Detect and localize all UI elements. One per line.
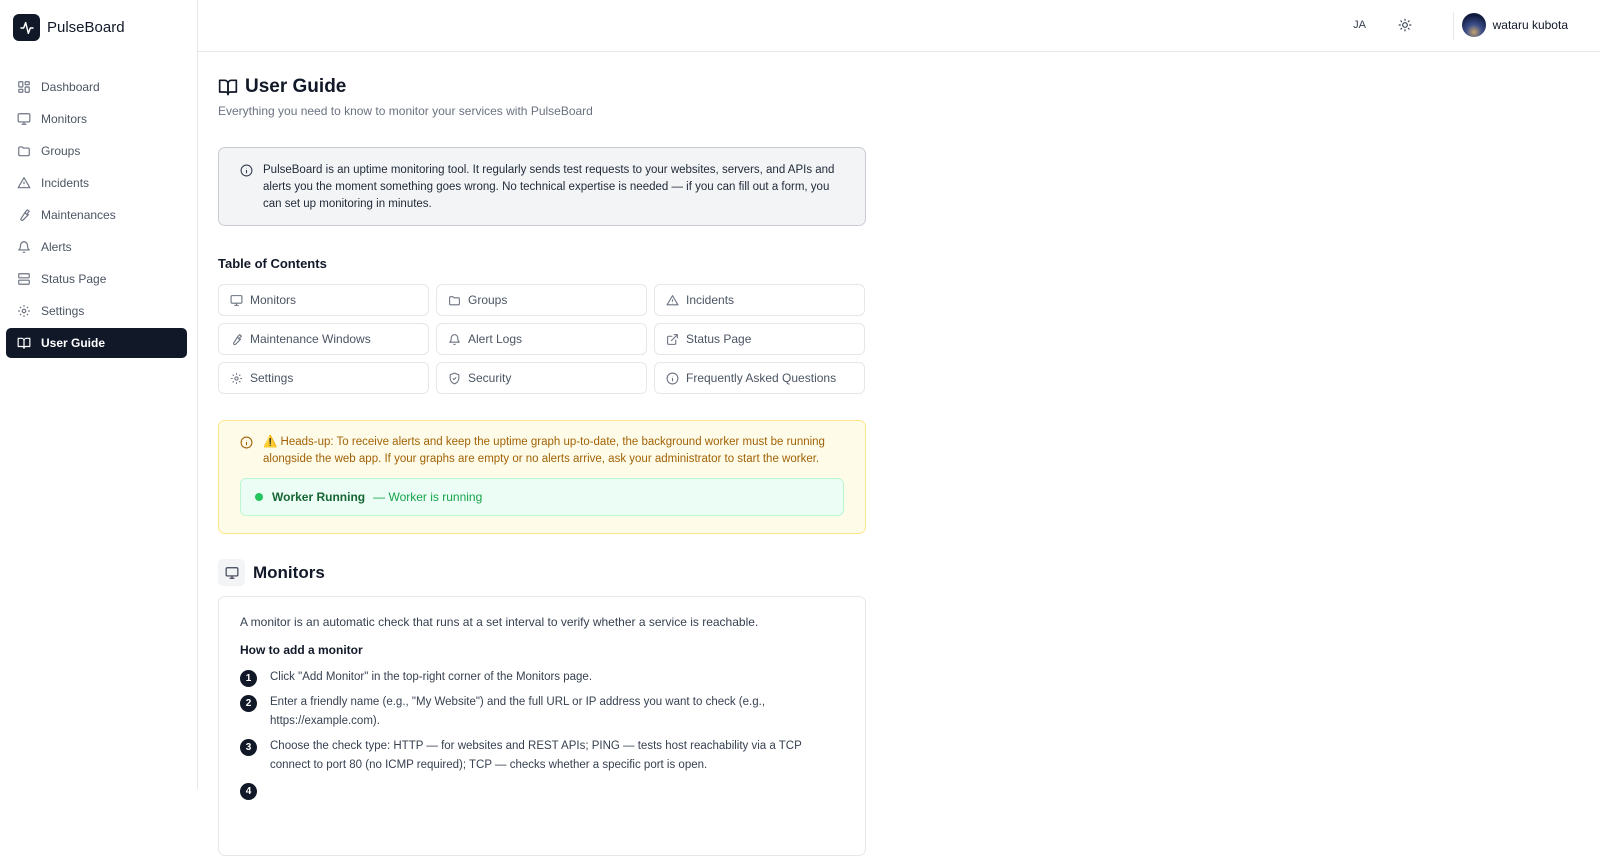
sidebar-item-status-page[interactable] (6, 264, 187, 294)
sidebar-item-label: Incidents (41, 176, 90, 190)
toc-item-label: Groups (468, 293, 508, 307)
step-number: 1 (240, 670, 257, 687)
toc-item-label: Monitors (250, 293, 297, 307)
brand-name: PulseBoard (47, 19, 125, 36)
sidebar-item-label: Maintenances (41, 208, 116, 222)
table-of-contents (218, 284, 866, 394)
gear-icon (17, 304, 31, 318)
worker-status-desc: — Worker is running (373, 489, 483, 504)
toc-item-label: Settings (250, 371, 294, 385)
step-number: 3 (240, 739, 257, 756)
worker-status (240, 478, 844, 516)
page-title: User Guide (245, 76, 347, 97)
sidebar-item-monitors[interactable] (6, 104, 187, 134)
pulse-logo-icon (13, 14, 40, 41)
sidebar-item-label: Dashboard (41, 80, 100, 94)
sidebar-item-label: Settings (41, 304, 85, 318)
sun-icon[interactable] (1398, 18, 1412, 32)
header-divider (1453, 12, 1454, 40)
top-header (198, 0, 1600, 52)
info-icon (240, 436, 253, 449)
section-title: Monitors (253, 562, 325, 582)
bell-icon (17, 240, 31, 254)
toc-item-label: Security (468, 371, 512, 385)
sidebar-item-maintenances[interactable] (6, 200, 187, 230)
sidebar-item-alerts[interactable] (6, 232, 187, 262)
toc-item-settings[interactable] (218, 362, 429, 394)
monitors-section-header (218, 559, 325, 586)
monitor-icon (17, 112, 31, 126)
step-text: Click "Add Monitor" in the top-right corner of the Monitors page. (270, 671, 593, 683)
toc-item-groups[interactable] (436, 284, 647, 316)
sidebar-item-dashboard[interactable] (6, 72, 187, 102)
sidebar-nav (6, 72, 187, 360)
monitor-icon (218, 559, 245, 586)
sidebar-item-label: Alerts (41, 240, 72, 254)
toc-item-faq[interactable] (654, 362, 865, 394)
how-to-title: How to add a monitor (240, 643, 363, 657)
folder-icon (448, 294, 461, 307)
warning-triangle-icon (17, 176, 31, 190)
status-page-icon (17, 272, 31, 286)
avatar (1462, 13, 1486, 37)
intro-info-box (218, 147, 866, 226)
toc-item-alert-logs[interactable] (436, 323, 647, 355)
toc-item-label: Incidents (686, 293, 735, 307)
list-item (240, 737, 845, 775)
toc-item-maintenance-windows[interactable] (218, 323, 429, 355)
user-menu[interactable] (1462, 13, 1568, 37)
book-icon (17, 336, 31, 350)
shield-icon (448, 372, 461, 385)
step-text: Choose the check type: HTTP — for websites and REST APIs; PING — tests host reachability via a TCP connect to port 80 (no ICMP required); TCP — checks whether a specific port is open. (270, 740, 802, 771)
status-dot (255, 493, 263, 501)
toc-item-monitors[interactable] (218, 284, 429, 316)
sidebar-item-incidents[interactable] (6, 168, 187, 198)
sidebar-item-label: Monitors (41, 112, 88, 126)
page-subtitle: Everything you need to know to monitor your services with PulseBoard (218, 104, 593, 118)
step-number: 2 (240, 695, 257, 712)
toc-item-label: Status Page (686, 332, 752, 346)
list-item (240, 781, 845, 800)
sidebar-item-settings[interactable] (6, 296, 187, 326)
folder-icon (17, 144, 31, 158)
warning-triangle-icon (666, 294, 679, 307)
intro-text: PulseBoard is an uptime monitoring tool. It regularly sends test requests to your websites, servers, and APIs and alerts you the moment something goes wrong. No technical expertise is needed — if you can fill out a form, you can set up monitoring in minutes. (263, 164, 835, 210)
toc-item-label: Alert Logs (468, 332, 523, 346)
worker-warning-box (218, 420, 866, 534)
wrench-icon (17, 208, 31, 222)
toc-item-status-page[interactable] (654, 323, 865, 355)
bell-icon (448, 333, 461, 346)
sidebar (0, 0, 198, 789)
gear-icon (230, 372, 243, 385)
sidebar-item-user-guide[interactable] (6, 328, 187, 358)
sidebar-item-label: Groups (41, 144, 81, 158)
language-switch[interactable]: JA (1353, 19, 1366, 31)
page-header (218, 76, 346, 98)
list-item (240, 693, 845, 731)
toc-item-incidents[interactable] (654, 284, 865, 316)
steps-list (240, 668, 845, 800)
sidebar-item-label: User Guide (41, 336, 106, 350)
step-text (270, 781, 840, 800)
dashboard-icon (17, 80, 31, 94)
user-name: wataru kubota (1492, 18, 1568, 32)
wrench-icon (230, 333, 243, 346)
sidebar-item-groups[interactable] (6, 136, 187, 166)
monitor-icon (230, 294, 243, 307)
toc-title: Table of Contents (218, 256, 327, 271)
info-icon (240, 164, 253, 177)
toc-item-label: Frequently Asked Questions (686, 371, 837, 385)
sidebar-item-label: Status Page (41, 272, 107, 286)
book-icon (218, 77, 238, 97)
step-text: Enter a friendly name (e.g., "My Website") and the full URL or IP address you want to check (e.g., https://example.com). (270, 696, 766, 727)
brand[interactable] (13, 14, 125, 41)
toc-item-label: Maintenance Windows (250, 332, 371, 346)
warning-text: ⚠️ Heads-up: To receive alerts and keep the uptime graph up-to-date, the background worker must be running alongside the web app. If your graphs are empty or no alerts arrive, ask your administrator to start the worker. (263, 436, 825, 465)
worker-status-label: Worker Running (272, 489, 366, 504)
step-number: 4 (240, 783, 257, 800)
monitors-section-card (218, 596, 866, 856)
toc-item-security[interactable] (436, 362, 647, 394)
external-link-icon (666, 333, 679, 346)
info-icon (666, 372, 679, 385)
section-intro: A monitor is an automatic check that runs at a set interval to verify whether a service is reachable. (240, 615, 759, 629)
list-item (240, 668, 845, 687)
